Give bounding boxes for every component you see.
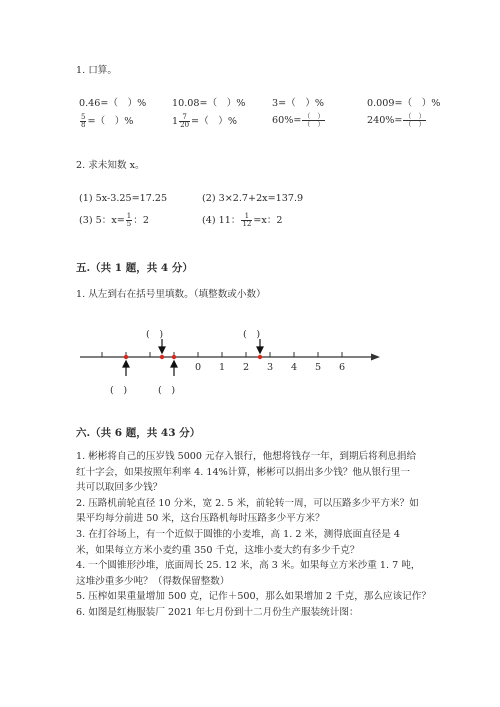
tick-label: 4	[291, 362, 298, 373]
oral-item-percent-to-fraction: 240%= $\frac{( )}{( )}$	[367, 112, 426, 128]
oral-item-mixed-number: 1 $\frac{7}{20}$ =（ ）%	[172, 113, 237, 129]
tick-label: 6	[339, 362, 346, 373]
oral-item: 0.46=（ ）%	[79, 98, 147, 109]
oral-item: 3=（ ）%	[272, 98, 325, 109]
section-6-questions	[76, 449, 431, 621]
question-line: 红十字会，如果按照年利率 4. 14%计算，彬彬可以捐出多少钱？他从银行里一	[76, 466, 410, 478]
down-arrow-icon	[257, 347, 263, 353]
up-arrow-icon	[171, 361, 177, 367]
tick-label: 0	[195, 362, 202, 373]
arrow-head-icon	[371, 354, 380, 361]
blank-bottom: ( )	[158, 385, 176, 396]
question-line: 果平均每分前进 50 米，这台压路机每时压路多少平方米？	[76, 513, 325, 525]
question-line: 2. 压路机前轮直径 10 分米，宽 2. 5 米，前轮转一周，可以压路多少平方米？如	[76, 497, 419, 509]
question-line: 6. 如图是红梅服装厂 2021 年七月份到十二月份生产服装统计图：	[76, 606, 359, 618]
oral-item-fraction: $\frac{5}{8}$ =（ ）%	[81, 113, 134, 129]
blank-top: ( )	[243, 329, 261, 340]
tick-label: 1	[219, 362, 226, 373]
oral-item: 0.009=（ ）%	[367, 98, 441, 109]
tick-label: 2	[243, 362, 250, 373]
question-line: 米，如果每立方米小麦约重 350 千克，这堆小麦大约有多少千克？	[76, 544, 360, 556]
equation-1: (1) 5x-3.25=17.25	[79, 193, 168, 204]
down-arrow-icon	[159, 347, 165, 353]
point-marker	[258, 355, 262, 359]
tick-label: 3	[267, 362, 274, 373]
section-6-heading: 六.（共 6 题，共 43 分）	[76, 427, 201, 439]
blank-top: ( )	[146, 329, 164, 340]
question-line: 5. 压榨如果重量增加 500 克，记作＋500，那么如果增加 2 千克，那么应该记作？	[76, 591, 431, 603]
question-line: 4. 一个圆锥形沙堆，底面周长 25. 12 米，高 3 米。如果每立方米沙重 1. 7 吨，	[76, 560, 421, 572]
equation-3: (3) 5：x= $\frac{1}{5}$ ：2	[79, 212, 149, 228]
point-marker	[160, 355, 164, 359]
oral-item: 10.08=（ ）%	[172, 98, 246, 109]
point-marker	[172, 355, 176, 359]
question-line: 共可以取回多少钱？	[76, 482, 163, 494]
oral-item-percent-to-fraction: 60%= $\frac{( )}{( )}$	[272, 112, 325, 128]
tick-label: 5	[315, 362, 322, 373]
up-arrow-icon	[123, 361, 129, 367]
question-2-title: 2. 求未知数 x。	[76, 160, 145, 171]
point-marker	[124, 355, 128, 359]
question-line: 1. 彬彬将自己的压岁钱 5000 元存入银行，他想将钱存一年，到期后将利息捐给	[76, 451, 417, 462]
question-line: 这堆沙重多少吨？（得数保留整数）	[76, 575, 230, 587]
equation-4: (4) 11： $\frac{1}{12}$ =x：2	[202, 212, 283, 228]
equation-2: (2) 3×2.7+2x=137.9	[202, 193, 304, 204]
question-1-title: 1. 口算。	[76, 65, 117, 76]
section-5-question-1: 1. 从左到右在括号里填数。（填整数或小数）	[76, 289, 266, 300]
section-5-heading: 五.（共 1 题，共 4 分）	[76, 262, 193, 274]
question-line: 3. 在打谷场上，有一个近似于圆锥的小麦堆，高 1. 2 米，测得底面直径是 4	[76, 528, 400, 540]
blank-bottom: ( )	[110, 385, 128, 396]
